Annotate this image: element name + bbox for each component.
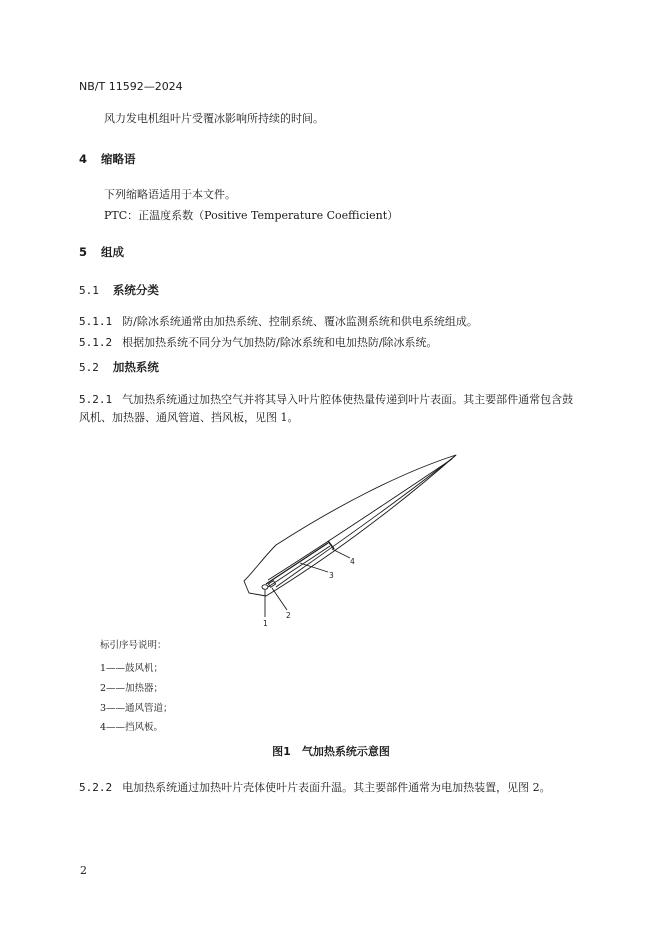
section-4-intro: 下列缩略语适用于本文件。: [104, 188, 236, 201]
ventilation-duct: [266, 543, 328, 584]
definition-text: 风力发电机组叶片受覆冰影响所持续的时间。: [104, 112, 324, 125]
blade-spar-line: [276, 456, 455, 587]
callout-3: 3: [329, 571, 334, 580]
blade-chord-line: [268, 459, 452, 580]
clause-number: 5.2.1: [79, 393, 113, 406]
callout-4: 4: [350, 557, 355, 566]
clause-5-2-1: [79, 388, 573, 407]
clause-5-2-1-continued: 风机、加热器、通风管道、挡风板，见图 1。: [79, 411, 299, 424]
section-number: 5.1: [79, 284, 99, 297]
section-4-heading: [79, 151, 136, 167]
clause-5-1-1: [79, 310, 478, 329]
clause-number: 5.1.1: [79, 315, 113, 328]
legend-title: 标引序号说明：: [100, 640, 167, 651]
section-number: 4: [79, 152, 88, 166]
legend-item-3: 3——通风管道；: [100, 703, 173, 714]
leader-line-4: [332, 549, 350, 558]
clause-text: 根据加热系统不同分为气加热防/除冰系统和电加热防/除冰系统。: [122, 336, 438, 349]
section-title: 加热系统: [112, 360, 159, 374]
clause-number: 5.1.2: [79, 336, 113, 349]
clause-text: 防/除冰系统通常由加热系统、控制系统、覆冰监测系统和供电系统组成。: [122, 315, 478, 328]
section-title: 组成: [101, 245, 125, 259]
callout-1: 1: [263, 619, 268, 628]
section-5-heading: [79, 244, 124, 260]
ventilation-duct-inner: [268, 546, 330, 587]
legend-item-4: 4——挡风板。: [100, 722, 164, 733]
leader-line-2: [272, 588, 287, 610]
section-5-1-heading: [79, 282, 159, 298]
section-5-2-heading: [79, 359, 159, 375]
section-title: 系统分类: [112, 283, 159, 297]
abbreviation-ptc: PTC：正温度系数（Positive Temperature Coefficient）: [104, 209, 399, 222]
legend-item-1: 1——鼓风机；: [100, 663, 164, 674]
legend-item-2: 2——加热器；: [100, 683, 164, 694]
document-id: NB/T 11592—2024: [79, 80, 183, 93]
page-number: 2: [80, 864, 87, 877]
section-number: 5.2: [79, 361, 99, 374]
clause-5-2-2: [79, 776, 551, 795]
callout-2: 2: [286, 611, 291, 620]
figure-1-caption: 图1 气加热系统示意图: [272, 745, 390, 758]
figure-1-blade-diagram: [230, 445, 470, 635]
clause-text: 电加热系统通过加热叶片壳体使叶片表面升温。其主要部件通常为电加热装置，见图 2。: [122, 781, 551, 794]
section-number: 5: [79, 245, 88, 259]
blower: [262, 585, 268, 590]
clause-5-1-2: [79, 331, 438, 350]
section-title: 缩略语: [101, 152, 136, 166]
clause-number: 5.2.2: [79, 781, 113, 794]
clause-text: 气加热系统通过加热空气并将其导入叶片腔体使热量传递到叶片表面。其主要部件通常包含鼓: [122, 393, 574, 406]
